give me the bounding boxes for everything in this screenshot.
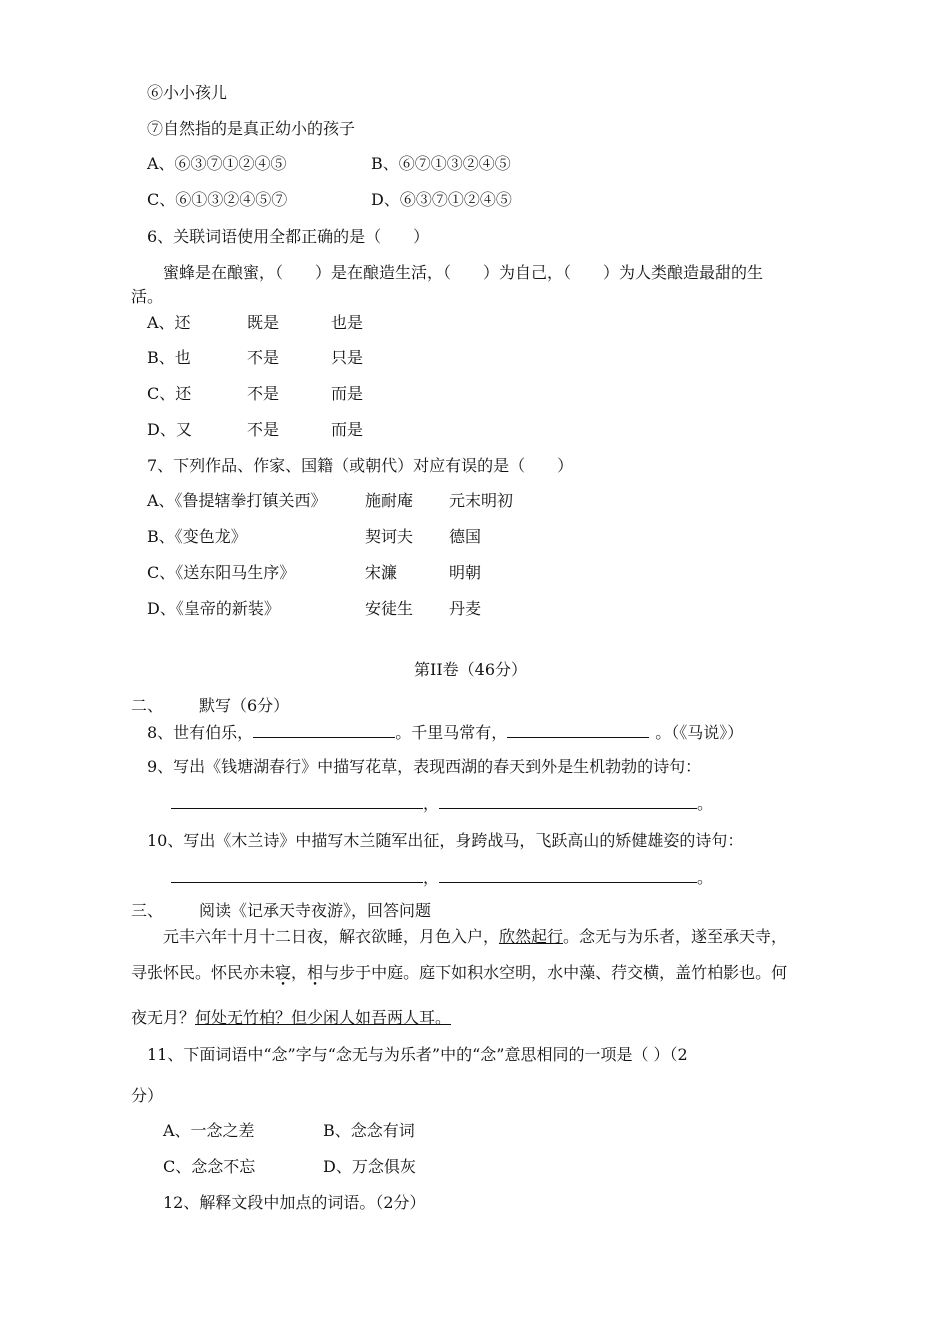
q5-item-6: ⑥小小孩儿 bbox=[147, 83, 228, 102]
q7-option-c-era: 明朝 bbox=[449, 563, 482, 582]
q6-option-a-word3: 也是 bbox=[331, 313, 364, 332]
q9-stem: 9、写出《钱塘湖春行》中描写花草，表现西湖的春天到外是生机勃勃的诗句： bbox=[147, 757, 702, 776]
q8-text-c: 。（《马说》） bbox=[655, 723, 744, 742]
q8-text-a: 8、世有伯乐， bbox=[147, 723, 254, 742]
part2-title: 第II卷（46分） bbox=[414, 660, 528, 679]
q7-option-a-work: A、《鲁提辖拳打镇关西》 bbox=[147, 491, 327, 510]
dotted-word-qin: 寝 bbox=[275, 963, 292, 982]
passage-line-2-a: 寻张怀民。怀民亦未 bbox=[131, 963, 276, 982]
q11-option-b: B、念念有词 bbox=[323, 1121, 415, 1140]
q6-option-c-label: C、还 bbox=[147, 384, 192, 403]
q6-option-d-label: D、又 bbox=[147, 420, 192, 439]
q7-option-b-work: B、《变色龙》 bbox=[147, 527, 247, 546]
passage-line-1-b: 。念无与为乐者，遂至承天寺， bbox=[563, 927, 788, 946]
section3-title: 阅读《记承天寺夜游》，回答问题 bbox=[199, 901, 432, 920]
passage-underlined-sentence: 何处无竹柏？但少闲人如吾两人耳。 bbox=[195, 1008, 452, 1027]
q7-option-b-era: 德国 bbox=[449, 527, 482, 546]
passage-line-1-a: 元丰六年十月十二日夜，解衣欲睡，月色入户， bbox=[163, 927, 500, 946]
passage-line-3-a: 夜无月？ bbox=[131, 1008, 196, 1027]
q6-option-a-label: A、还 bbox=[147, 313, 191, 332]
q6-option-b-label: B、也 bbox=[147, 348, 191, 367]
q7-option-c-author: 宋濂 bbox=[365, 563, 398, 582]
q9-blank-2[interactable] bbox=[439, 792, 697, 809]
q9-period: 。 bbox=[697, 794, 714, 813]
q6-stem: 6、关联词语使用全都正确的是（ ） bbox=[147, 227, 430, 246]
q10-period: 。 bbox=[697, 868, 714, 887]
q10-blank-1[interactable] bbox=[171, 866, 423, 883]
q6-passage-line1: 蜜蜂是在酿蜜，（ ）是在酿造生活，（ ）为自己，（ ）为人类酿造最甜的生 bbox=[163, 263, 764, 282]
q5-option-c: C、⑥①③②④⑤⑦ bbox=[147, 190, 288, 209]
section2-title: 默写（6分） bbox=[199, 696, 290, 715]
q6-option-b-word3: 只是 bbox=[331, 348, 364, 367]
q5-item-7: ⑦自然指的是真正幼小的孩子 bbox=[147, 119, 356, 138]
q11-option-c: C、念念不忘 bbox=[163, 1157, 256, 1176]
q11-option-a: A、一念之差 bbox=[163, 1121, 255, 1140]
passage-line-1 bbox=[163, 927, 787, 947]
q12-stem: 12、解释文段中加点的词语。（2分） bbox=[163, 1193, 426, 1212]
q7-option-b-author: 契诃夫 bbox=[365, 527, 414, 546]
q8-blank-1[interactable] bbox=[253, 721, 395, 738]
q7-option-a-author: 施耐庵 bbox=[365, 491, 414, 510]
section2-number: 二、 bbox=[131, 696, 164, 715]
q11-stem-line1: 11、下面词语中“念”字与“念无与为乐者”中的“念”意思相同的一项是（ ）（2 bbox=[147, 1045, 688, 1064]
q10-stem: 10、写出《木兰诗》中描写木兰随军出征，身跨战马，飞跃高山的矫健雄姿的诗句： bbox=[147, 831, 744, 850]
section3-number: 三、 bbox=[131, 901, 164, 920]
q5-option-b: B、⑥⑦①③②④⑤ bbox=[371, 154, 511, 173]
q10-blank-2[interactable] bbox=[439, 866, 697, 883]
q7-option-a-era: 元末明初 bbox=[449, 491, 514, 510]
q6-option-c-word3: 而是 bbox=[331, 384, 364, 403]
q7-option-d-author: 安徒生 bbox=[365, 599, 414, 618]
passage-line-2-c: 与步于中庭。庭下如积水空明，水中藻、荇交横，盖竹柏影也。何 bbox=[323, 963, 788, 982]
passage-line-2 bbox=[131, 963, 787, 983]
q10-comma: ， bbox=[423, 868, 440, 887]
q7-stem: 7、下列作品、作家、国籍（或朝代）对应有误的是（ ） bbox=[147, 456, 574, 475]
q8-blank-2[interactable] bbox=[507, 721, 649, 738]
q6-passage-line2: 活。 bbox=[131, 287, 164, 306]
passage-underlined-phrase-1: 欣然起行 bbox=[499, 927, 564, 946]
q9-comma: ， bbox=[423, 794, 440, 813]
q10-answer-line bbox=[171, 866, 713, 888]
q9-blank-1[interactable] bbox=[171, 792, 423, 809]
q5-option-a: A、⑥③⑦①②④⑤ bbox=[147, 154, 287, 173]
q11-stem-line2: 分） bbox=[131, 1086, 164, 1105]
q7-option-d-work: D、《皇帝的新装》 bbox=[147, 599, 280, 618]
q11-option-d: D、万念俱灰 bbox=[323, 1157, 416, 1176]
dotted-word-xiang: 相 bbox=[307, 963, 324, 982]
passage-line-3 bbox=[131, 1008, 451, 1028]
q5-option-d: D、⑥③⑦①②④⑤ bbox=[371, 190, 512, 209]
q7-option-d-era: 丹麦 bbox=[449, 599, 482, 618]
q6-option-a-word2: 既是 bbox=[247, 313, 280, 332]
q6-option-d-word3: 而是 bbox=[331, 420, 364, 439]
passage-line-2-b: ， bbox=[291, 963, 308, 982]
q7-option-c-work: C、《送东阳马生序》 bbox=[147, 563, 296, 582]
q9-answer-line bbox=[171, 792, 713, 814]
q8-text-b: 。千里马常有， bbox=[395, 723, 508, 742]
q6-option-d-word2: 不是 bbox=[247, 420, 280, 439]
q8-line bbox=[147, 721, 743, 743]
q6-option-c-word2: 不是 bbox=[247, 384, 280, 403]
q6-option-b-word2: 不是 bbox=[247, 348, 280, 367]
